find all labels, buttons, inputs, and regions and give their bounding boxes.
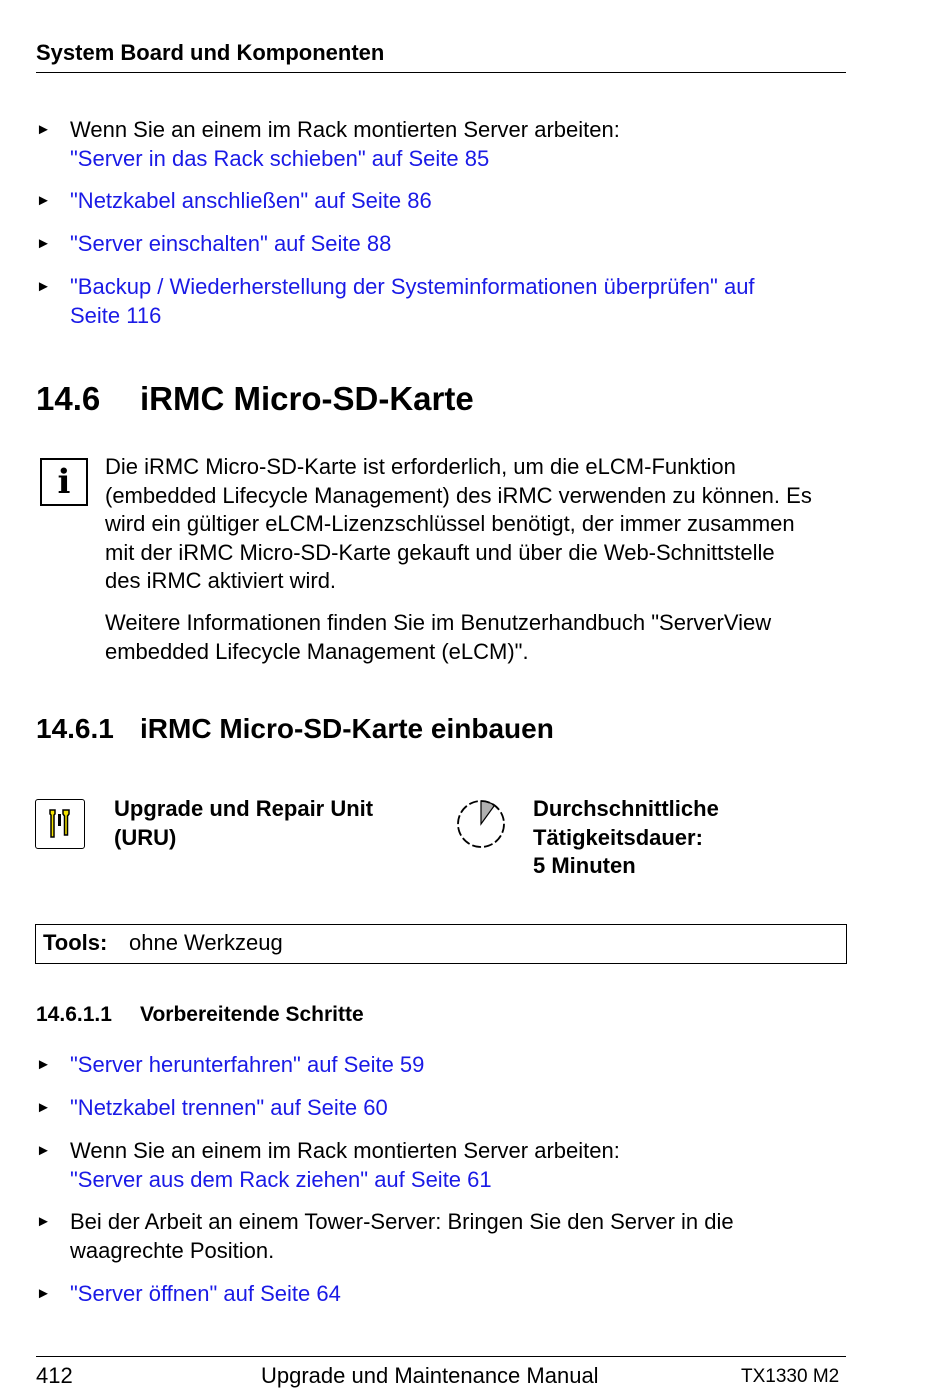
subsubsection-number: 14.6.1.1	[36, 1003, 112, 1026]
text-line: embedded Lifecycle Management (eLCM)".	[105, 638, 529, 664]
text-line: Bei der Arbeit an einem Tower-Server: Bringen Sie den Server in die	[70, 1209, 734, 1234]
cross-reference-link[interactable]: "Server öffnen" auf Seite 64	[70, 1281, 341, 1306]
bullet-icon: ►	[36, 235, 51, 252]
text-line: Upgrade und Repair Unit	[114, 796, 374, 821]
duration-label	[533, 795, 719, 881]
text-line: mit der iRMC Micro-SD-Karte gekauft und über die Web-Schnittstelle	[105, 539, 775, 565]
cross-reference-link[interactable]: "Server in das Rack schieben" auf Seite 85	[70, 145, 490, 171]
bullet-icon: ►	[36, 1099, 51, 1116]
manual-title: Upgrade und Maintenance Manual	[261, 1363, 599, 1388]
tools-label: Tools:	[43, 930, 108, 955]
bullet-icon: ►	[36, 121, 51, 138]
section-number: 14.6	[36, 380, 101, 417]
info-note-paragraph	[105, 609, 845, 666]
info-icon: i	[40, 458, 88, 506]
subsection-heading	[36, 713, 554, 745]
cross-reference-link[interactable]: "Server aus dem Rack ziehen" auf Seite 61	[70, 1166, 492, 1192]
unit-label	[114, 795, 373, 852]
cross-reference-link[interactable]: "Server herunterfahren" auf Seite 59	[70, 1052, 425, 1077]
bullet-icon: ►	[36, 278, 51, 295]
section-heading	[36, 380, 474, 418]
subsection-number: 14.6.1	[36, 713, 114, 744]
subsection-title: iRMC Micro-SD-Karte einbauen	[140, 713, 554, 744]
wrench-icon	[35, 799, 85, 849]
bullet-icon: ►	[36, 192, 51, 209]
clock-icon	[454, 797, 510, 853]
text-line: (URU)	[114, 824, 177, 850]
model-name: TX1330 M2	[741, 1366, 840, 1387]
subsubsection-title: Vorbereitende Schritte	[140, 1003, 364, 1026]
text-line: Die iRMC Micro-SD-Karte ist erforderlich, um die eLCM-Funktion	[105, 454, 736, 479]
text-line: Durchschnittliche	[533, 796, 719, 821]
text-line: (embedded Lifecycle Management) des iRMC verwenden zu können. Es	[105, 482, 812, 508]
list-item	[70, 1208, 840, 1265]
link-line: "Backup / Wiederherstellung der Systeminformationen überprüfen" auf	[70, 274, 755, 299]
list-item	[70, 116, 840, 173]
list-item	[70, 1137, 840, 1194]
section-title: iRMC Micro-SD-Karte	[140, 380, 474, 417]
footer-rule	[36, 1356, 846, 1357]
text-line: Weitere Informationen finden Sie im Benutzerhandbuch "ServerView	[105, 610, 772, 635]
list-item-text: Wenn Sie an einem im Rack montierten Server arbeiten:	[70, 117, 620, 142]
cross-reference-link[interactable]: "Netzkabel trennen" auf Seite 60	[70, 1095, 388, 1120]
text-line: wird ein gültiger eLCM-Lizenzschlüssel benötigt, der immer zusammen	[105, 511, 795, 536]
text-line: des iRMC aktiviert wird.	[105, 568, 337, 593]
subsubsection-heading	[36, 1003, 364, 1027]
bullet-icon: ►	[36, 1213, 51, 1230]
bullet-icon: ►	[36, 1056, 51, 1073]
tools-box	[35, 924, 847, 964]
header-rule	[36, 72, 846, 73]
cross-reference-link[interactable]: "Server einschalten" auf Seite 88	[70, 231, 392, 256]
bullet-icon: ►	[36, 1285, 51, 1302]
cross-reference-link[interactable]	[70, 273, 840, 330]
duration-value: 5 Minuten	[533, 853, 636, 878]
list-item-text: Wenn Sie an einem im Rack montierten Server arbeiten:	[70, 1138, 620, 1163]
page-number: 412	[36, 1363, 73, 1388]
text-line: waagrechte Position.	[70, 1237, 275, 1263]
text-line: Tätigkeitsdauer:	[533, 824, 703, 850]
tools-value: ohne Werkzeug	[129, 930, 283, 955]
link-line: Seite 116	[70, 302, 162, 328]
bullet-icon: ►	[36, 1142, 51, 1159]
info-note-paragraph	[105, 453, 845, 596]
running-header: System Board und Komponenten	[36, 40, 385, 65]
cross-reference-link[interactable]: "Netzkabel anschließen" auf Seite 86	[70, 188, 432, 213]
